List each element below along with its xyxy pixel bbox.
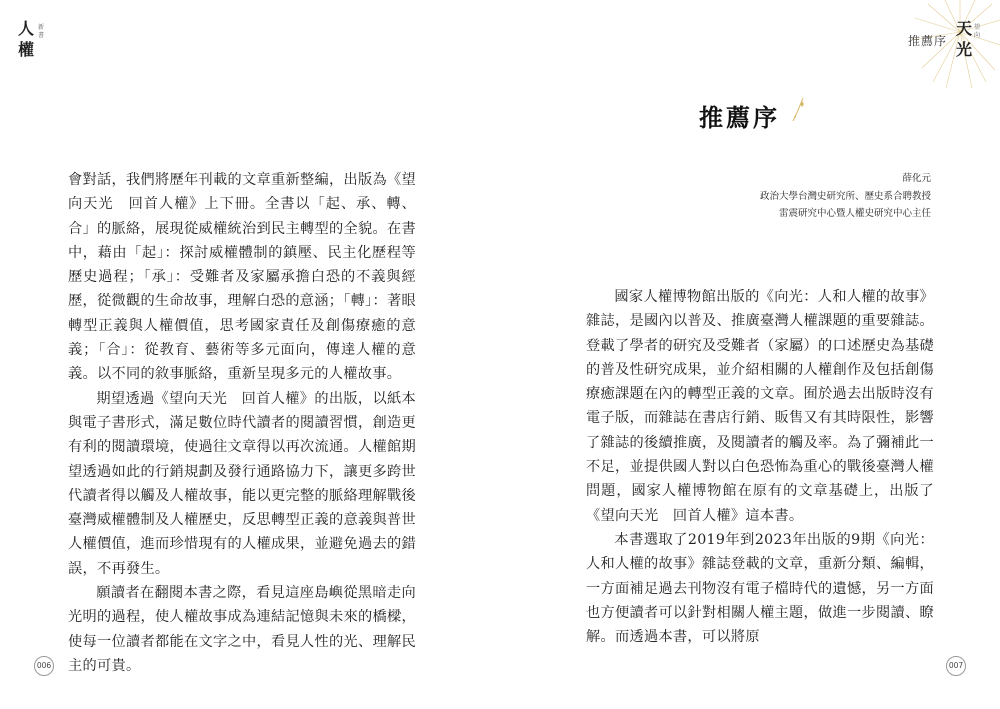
author-title-line: 雷震研究中心暨人權史研究中心主任 [778, 208, 931, 219]
sparkle-mark-icon [790, 95, 806, 125]
right-body-text [586, 285, 934, 649]
page-number: 006 [34, 656, 54, 676]
paragraph: 會對話，我們將歷年刊載的文章重新整編，出版為《望向天光 回首人權》上下冊。全書以「起、承、轉、合」的脈絡，展現從威權統治到民主轉型的全貌。在書中，藉由「起」：探討威權體制的鎮壓、民主化歷程等歷史過程；「承」：受難者及家屬承擔白恐的不義與經歷，從微觀的生命故事，理解白恐的意涵；「轉」：著眼轉型正義與人權價值，思考國家責任及創傷療癒的意義；「合」：從教育、藝術等多元面向，傳達人權的意義。以不同的敘事脈絡，重新呈現多元的人權故事。 [68, 172, 416, 383]
corner-mark-bottom: 光 [956, 40, 973, 59]
left-body-text [68, 168, 416, 678]
author-byline [700, 170, 931, 223]
corner-mark-bottom: 權 [18, 40, 35, 59]
paragraph: 國家人權博物館出版的《向光：人和人權的故事》雜誌，是國內以普及、推廣臺灣人權課題的重要雜誌。登載了學者的研究及受難者（家屬）的口述歷史為基礎的普及性研究成果，並介紹相關的人權創作及包括創傷療癒課題在內的轉型正義的文章。囿於過去出版時沒有電子版，而雜誌在書店行銷、販售又有其時限性，影響了雜誌的後續推廣，及閱讀者的觸及率。為了彌補此一不足，並提供國人對以白色恐怖為重心的戰後臺灣人權問題，國家人權博物館在原有的文章基礎上，出版了《望向天光 回首人權》這本書。 [586, 289, 934, 524]
paragraph: 本書選取了2019年到2023年出版的9期《向光：人和人權的故事》雜誌登載的文章，重新分類、編輯，一方面補足過去刊物沒有電子檔時代的遺憾，另一方面也方便讀者可以針對相關人權主題，做進一步閱讀、瞭解。而透過本書，可以將原 [586, 531, 934, 646]
corner-small-top: 新 [38, 24, 45, 31]
page-number: 007 [946, 656, 966, 676]
author-title-line: 政治大學台灣史研究所、歷史系合聘教授 [759, 190, 931, 202]
corner-mark-top: 天 [956, 19, 973, 38]
corner-mark-top: 人 [18, 19, 35, 38]
right-page [500, 0, 1000, 709]
corner-small-top: 望 [974, 24, 981, 31]
corner-small-bottom: 向 [974, 32, 981, 39]
chapter-title: 推薦序 [699, 103, 780, 132]
corner-small-bottom: 書 [38, 32, 45, 39]
section-header: 推薦序 [908, 34, 948, 48]
author-name: 薛化元 [902, 173, 931, 184]
paragraph: 期望透過《望向天光 回首人權》的出版，以紙本與電子書形式，滿足數位時代讀者的閱讀習慣，創造更有利的閱讀環境，使過往文章得以再次流通。人權館期望透過如此的行銷規劃及發行通路協力下，讓更多跨世代讀者得以觸及人權故事，能以更完整的脈絡理解戰後臺灣威權體制及人權歷史，反思轉型正義的意義與普世人權價值，進而珍惜現有的人權成果，並避免過去的錯誤，不再發生。 [68, 390, 416, 577]
paragraph: 願讀者在翻閱本書之際，看見這座島嶼從黑暗走向光明的過程，使人權故事成為連結記憶與未來的橋樑，使每一位讀者都能在文字之中，看見人性的光、理解民主的可貴。 [68, 585, 416, 674]
